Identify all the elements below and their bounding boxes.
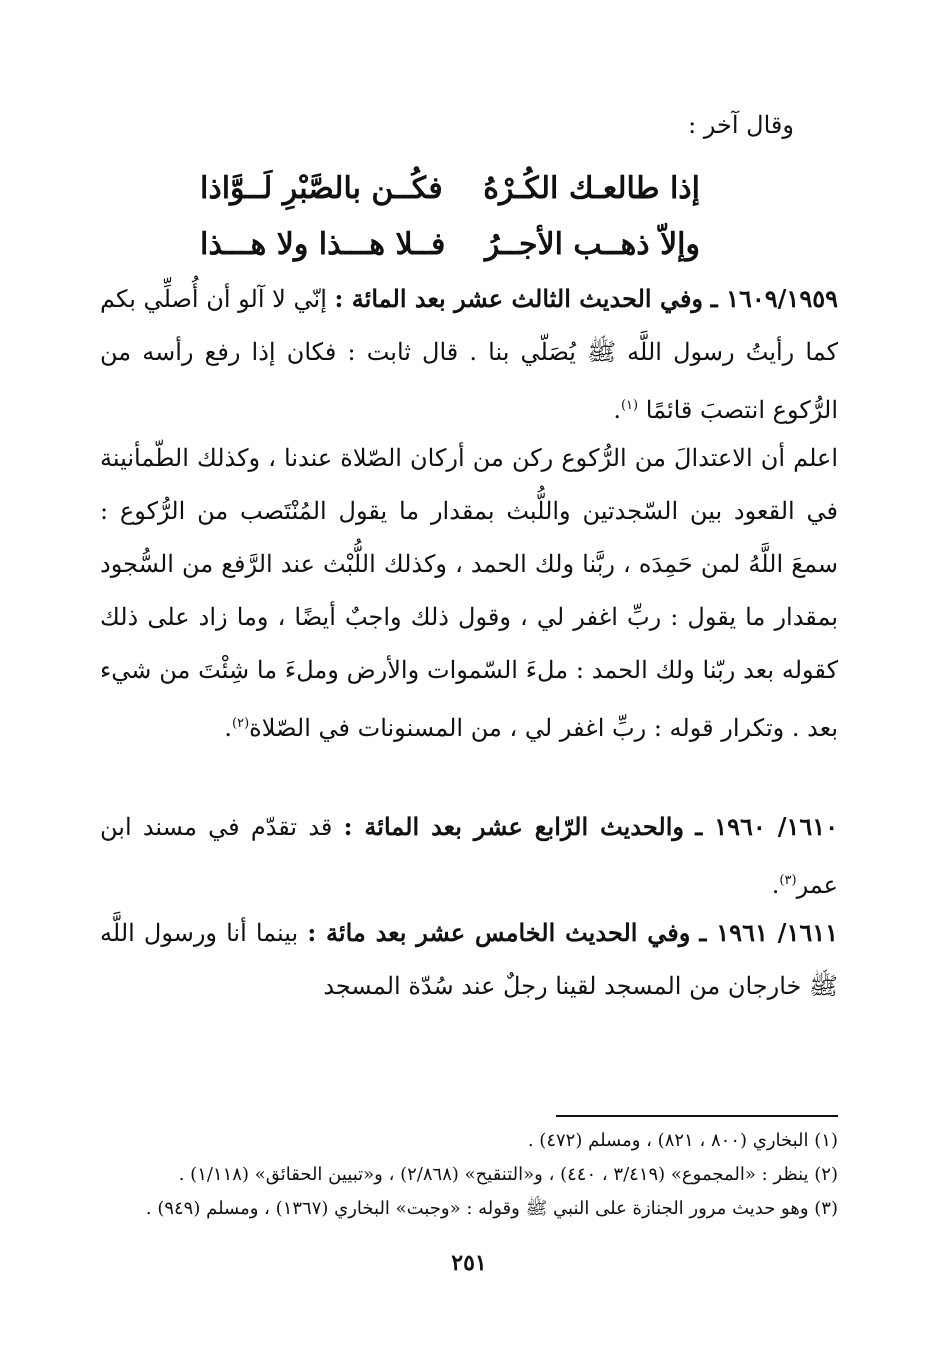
hadith-number: ١٦١١/ ١٩٦١ ـ [699,918,838,947]
hadith-text: بينما أنا ورسول اللَّه ﷺ خارجان من المسجد لقينا رجلٌ عند سُدّة المسجد [100,919,838,1000]
verse-line-1 [200,158,700,218]
commentary-paragraph [100,432,838,755]
hadith-heading: وفي الحديث الخامس عشر بعد مائة : [307,918,691,947]
hadith-1610 [100,800,838,912]
hadith-1609 [100,272,838,437]
sentence-end: . [771,871,780,899]
hadith-text: قد تقدّم في مسند ابن عمر [100,813,838,899]
verse-intro: وقال آخر : [688,111,794,139]
footnotes [100,1124,838,1226]
page-number: ٢٥١ [451,1250,487,1276]
hadith-1611 [100,906,838,1013]
sentence-end: . [224,714,233,742]
hadith-text: إنّي لا آلو أن أُصلِّي بكم كما رأيتُ رسول اللَّه ﷺ يُصَلّي بنا . قال ثابت : فكان إذا رفع رأسه من الرُّكوع انتصبَ قائمًا [100,285,838,424]
sentence-end: . [613,396,621,424]
footnote-ref: (٢) [232,716,250,731]
footnote-ref: (٣) [779,873,797,888]
verse-line-2 [200,214,700,274]
hadith-heading: والحديث الرّابع عشر بعد المائة : [343,812,684,841]
hadith-number: ١٦١٠/ ١٩٦٠ ـ [695,812,839,841]
verse-first-half: إذا طالعـك الكُـرْهُ [483,170,700,206]
hadith-number: ١٦٠٩/١٩٥٩ ـ [710,284,838,313]
footnote-divider [556,1115,838,1117]
footnote-ref: (١) [620,398,639,413]
verse-second-half: فكُــن بالصَّبْرِ لَــوَّاذا [200,170,443,206]
book-page [100,100,838,1300]
verse-first-half: وإلاّ ذهــب الأجــرُ [484,226,700,262]
hadith-heading: وفي الحديث الثالث عشر بعد المائة : [334,284,704,313]
footnote-2: (٢) ينظر : «المجموع» (٣/٤١٩ ، ٤٤٠) ، و«التنقيح» (٢/٨٦٨) ، و«تبيين الحقائق» (١/١١٨) . [178,1164,838,1185]
footnote-3: (٣) وهو حديث مرور الجنازة على النبي ﷺ وقوله : «وجبت» البخاري (١٣٦٧) ، ومسلم (٩٤٩) . [145,1198,838,1219]
footnote-1: (١) البخاري (٨٠٠ ، ٨٢١) ، ومسلم (٤٧٢) . [527,1130,838,1151]
commentary-text: اعلم أن الاعتدالَ من الرُّكوع ركن من أركان الصّلاة عندنا ، وكذلك الطّمأنينة في القعود بين السّجدتين واللُّبث بمقدار ما يقول المُنْتَصب من الرُّكوع : سمعَ اللَّهُ لمن حَمِدَه ، ربَّنا ولك الحمد ، وكذلك اللُّبْث عند الرَّفع من السُّجود بمقدار ما يقول : ربِّ اغفر لي ، وقول ذلك واجبٌ أيضًا ، وما زاد على ذلك كقوله بعد ربّنا ولك الحمد : ملءَ السّموات والأرض وملءَ ما شِئْتَ من شيء بعد . وتكرار قوله : ربِّ اغفر لي ، من المسنونات في الصّلاة [100,444,838,742]
verse-second-half: فــلا هـــذا ولا هـــذا [200,226,446,262]
